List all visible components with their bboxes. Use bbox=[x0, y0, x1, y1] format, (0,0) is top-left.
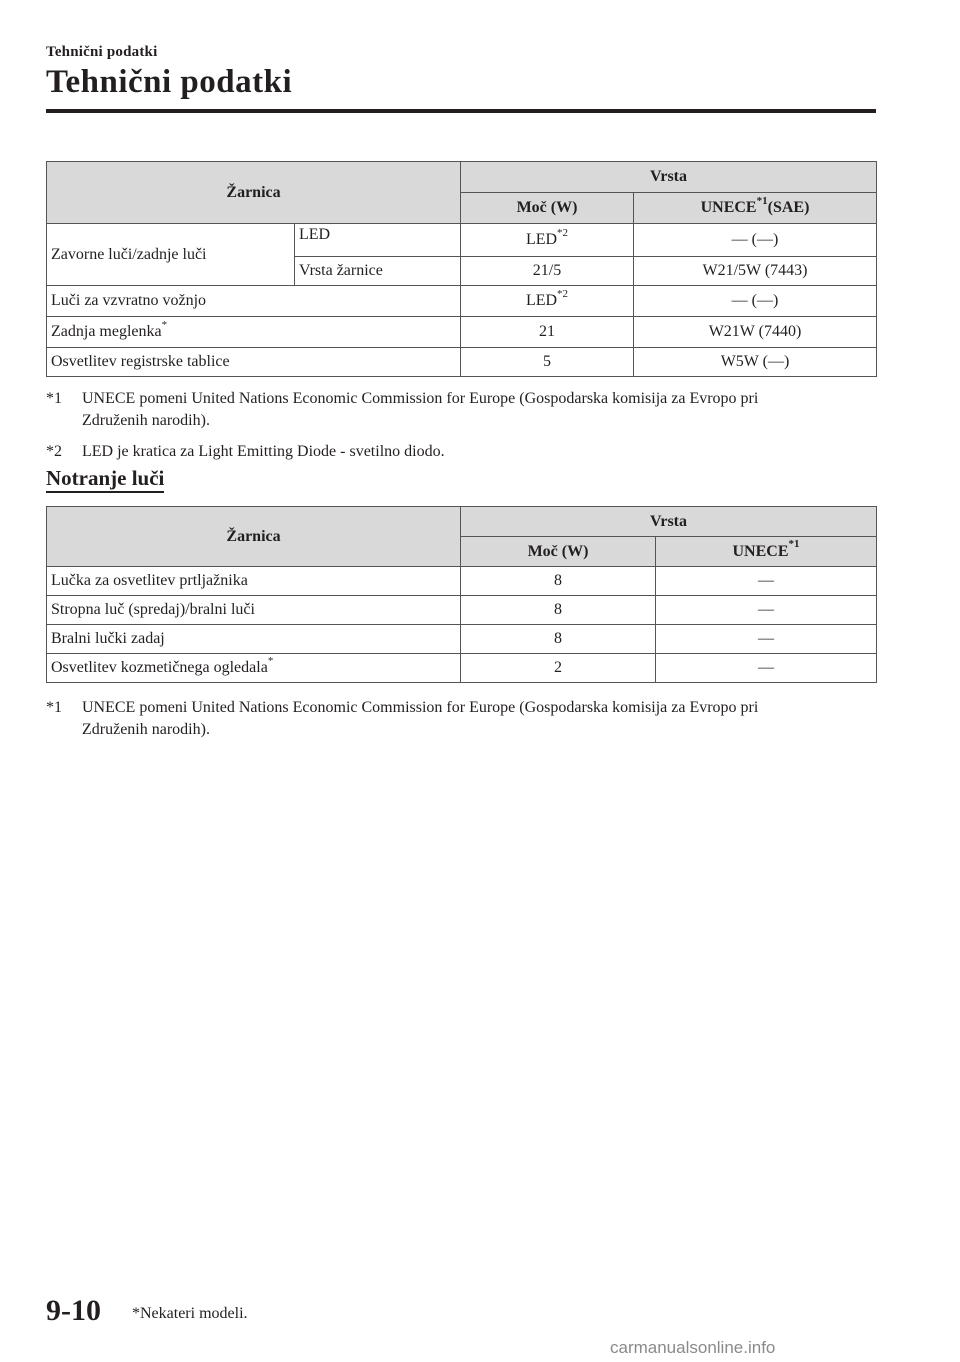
unece-cell: — bbox=[656, 596, 877, 625]
table-header-row bbox=[47, 162, 877, 193]
models-note: *Nekateri modeli. bbox=[132, 1305, 248, 1322]
header-type: Vrsta bbox=[461, 507, 877, 537]
row-label: Zavorne luči/zadnje luči bbox=[47, 224, 295, 286]
row-label: Lučka za osvetlitev prtljažnika bbox=[47, 567, 461, 596]
footnote-continuation: Združenih narodih). bbox=[82, 412, 210, 429]
unece-cell: — bbox=[656, 567, 877, 596]
unece-cell: — (—) bbox=[634, 286, 877, 317]
power-cell: 21 bbox=[461, 317, 634, 348]
unece-cell: — (—) bbox=[634, 224, 877, 257]
header-bulb: Žarnica bbox=[47, 507, 461, 567]
page-number: 9-10 bbox=[46, 1294, 101, 1327]
footnote: *1 UNECE pomeni United Nations Economic Commission for Europe (Gospodarska komisija za Evropo pri bbox=[46, 699, 759, 716]
unece-cell: W5W (—) bbox=[634, 348, 877, 377]
table-row bbox=[47, 317, 877, 348]
unece-cell: — bbox=[656, 654, 877, 683]
table-row bbox=[47, 654, 877, 683]
header-type: Vrsta bbox=[461, 162, 877, 193]
power-cell: 2 bbox=[461, 654, 656, 683]
header-unece: UNECE$^{*1}$ bbox=[656, 537, 877, 567]
power-cell: LED$^{*2}$ bbox=[461, 286, 634, 317]
row-label: Bralni lučki zadaj bbox=[47, 625, 461, 654]
power-cell: 21/5 bbox=[461, 257, 634, 286]
power-cell: 5 bbox=[461, 348, 634, 377]
table-row bbox=[47, 625, 877, 654]
interior-bulb-table bbox=[46, 506, 877, 683]
watermark: carmanualsonline.info bbox=[610, 1338, 776, 1357]
table-row bbox=[47, 348, 877, 377]
footnote-continuation: Združenih narodih). bbox=[82, 721, 210, 738]
row-label: Luči za vzvratno vožnjo bbox=[47, 286, 461, 317]
header-power: Moč (W) bbox=[461, 537, 656, 567]
footnotes-exterior bbox=[46, 388, 876, 463]
row-label: Osvetlitev registrske tablice bbox=[47, 348, 461, 377]
footnote: *2 LED je kratica za Light Emitting Diode - svetilno diodo. bbox=[46, 443, 445, 460]
table-row bbox=[47, 567, 877, 596]
unece-cell: W21/5W (7443) bbox=[634, 257, 877, 286]
page-title: Tehnični podatki bbox=[46, 64, 293, 100]
row-label: Osvetlitev kozmetičnega ogledala* bbox=[47, 654, 461, 683]
running-header: Tehnični podatki bbox=[46, 44, 158, 60]
table-row bbox=[47, 286, 877, 317]
row-sublabel: LED bbox=[295, 224, 461, 257]
unece-cell: W21W (7440) bbox=[634, 317, 877, 348]
section-heading: Notranje luči bbox=[46, 466, 164, 493]
table-row bbox=[47, 596, 877, 625]
power-cell: LED$^{*2}$ bbox=[461, 224, 634, 257]
power-cell: 8 bbox=[461, 625, 656, 654]
table-header-row bbox=[47, 507, 877, 537]
power-cell: 8 bbox=[461, 567, 656, 596]
header-bulb: Žarnica bbox=[47, 162, 461, 224]
footnotes-interior bbox=[46, 697, 876, 741]
power-cell: 8 bbox=[461, 596, 656, 625]
exterior-bulb-table bbox=[46, 161, 877, 377]
row-label: Zadnja meglenka* bbox=[47, 317, 461, 348]
title-rule bbox=[46, 109, 876, 113]
footnote-ref: *1 bbox=[756, 194, 768, 207]
table-row bbox=[47, 224, 877, 257]
row-label: Stropna luč (spredaj)/bralni luči bbox=[47, 596, 461, 625]
header-power: Moč (W) bbox=[461, 193, 634, 224]
row-sublabel: Vrsta žarnice bbox=[295, 257, 461, 286]
unece-cell: — bbox=[656, 625, 877, 654]
footnote: *1 UNECE pomeni United Nations Economic Commission for Europe (Gospodarska komisija za Evropo pri bbox=[46, 390, 759, 407]
header-unece: UNECE$^{*1}$(SAE) bbox=[634, 193, 877, 224]
